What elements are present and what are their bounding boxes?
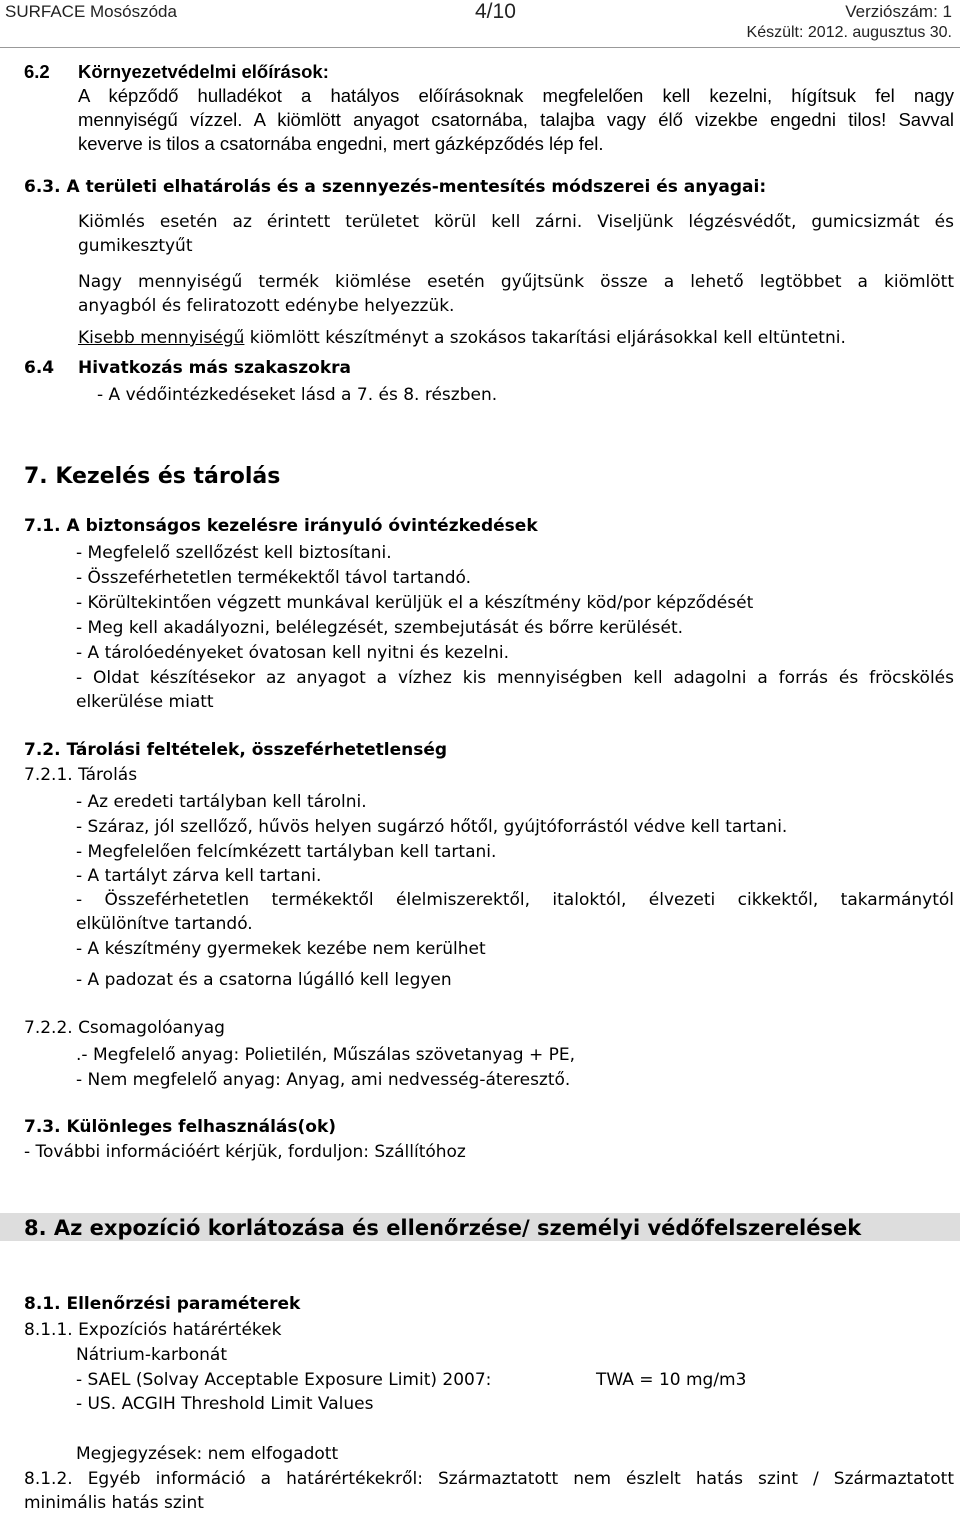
remarks: Megjegyzések: nem elfogadott (76, 1444, 339, 1464)
page-number: 4/10 (475, 0, 516, 23)
section-8-title: 8. Az expozíció korlátozása és ellenőrzése/ személyi védőfelszerelések (24, 1216, 862, 1240)
section-7-2-2-title: 7.2.2. Csomagolóanyag (24, 1018, 225, 1038)
section-6-2-text-line-3: keverve is tilos a csatornába engedni, mert gázképződés lép fel. (78, 133, 604, 154)
section-6-3-p2-line-1: Nagy mennyiségű termék kiömlése esetén gyűjtsünk össze a lehető legtöbbet a kiömlött (78, 272, 954, 292)
section-6-3-p3 (78, 326, 846, 350)
section-7-2-title: 7.2. Tárolási feltételek, összeférhetetlenség (24, 740, 448, 760)
section-7-2-1-item: - A padozat és a csatorna lúgálló kell legyen (76, 970, 452, 990)
section-6-2-text-line-1: A képződő hulladékot a hatályos előírásoknak megfelelően kell kezelni, hígítsuk fel nagy (78, 85, 954, 106)
section-7-2-1-item: - Az eredeti tartályban kell tárolni. (76, 792, 367, 812)
section-6-3-p1-line-1: Kiömlés esetén az érintett területet körül kell zárni. Viseljünk légzésvédőt, gumicsizmát és (78, 212, 954, 232)
underlined-phrase: Kisebb mennyiségű (78, 328, 245, 348)
acgih-label: - US. ACGIH Threshold Limit Values (76, 1394, 374, 1414)
section-7-2-2-item: - Nem megfelelő anyag: Anyag, ami nedvesség-áteresztő. (76, 1070, 571, 1090)
section-6-3-p1-line-2: gumikesztyűt (78, 236, 193, 256)
section-7-2-1-item: - Száraz, jól szellőző, hűvös helyen sugárzó hőtől, gyújtóforrástól védve kell tartani. (76, 817, 788, 837)
twa-value: TWA = 10 mg/m3 (596, 1370, 747, 1390)
section-7-2-1-title: 7.2.1. Tárolás (24, 765, 138, 785)
section-7-1-item: - Körültekintően végzett munkával kerüljük el a készítmény köd/por képződését (76, 593, 754, 613)
section-7-1-item: - Összeférhetetlen termékektől távol tartandó. (76, 568, 472, 588)
section-7-2-1-item: - A tartályt zárva kell tartani. (76, 866, 322, 886)
section-7-1-title: 7.1. A biztonságos kezelésre irányuló óvintézkedések (24, 516, 538, 536)
creation-date: Készült: 2012. augusztus 30. (746, 24, 952, 41)
section-7-2-1-item: - Megfelelően felcímkézett tartályban kell tartani. (76, 842, 497, 862)
section-7-1-item-continuation: elkerülése miatt (76, 692, 214, 712)
header-divider (0, 47, 960, 48)
substance-name: Nátrium-karbonát (76, 1345, 227, 1365)
section-8-1-title: 8.1. Ellenőrzési paraméterek (24, 1294, 301, 1314)
section-6-4-item: - A védőintézkedéseket lásd a 7. és 8. részben. (97, 385, 498, 405)
version-number: Verziószám: 1 (845, 2, 952, 21)
section-7-3-item: - További információért kérjük, forduljon: Szállítóhoz (24, 1142, 466, 1162)
section-7-3-title: 7.3. Különleges felhasználás(ok) (24, 1117, 337, 1137)
section-8-1-2-line-1: 8.1.2. Egyéb információ a határértékekről: Származtatott nem észlelt hatás szint / Származtatott (24, 1469, 954, 1489)
section-7-2-1-item: - Összeférhetetlen termékektől élelmiszerektől, italoktól, élvezeti cikkektől, takarmánytól (76, 890, 954, 910)
section-8-1-1-title: 8.1.1. Expozíciós határértékek (24, 1320, 282, 1340)
section-6-2-number: 6.2 (24, 61, 50, 82)
section-7-1-item: - Megfelelő szellőzést kell biztosítani. (76, 543, 392, 563)
section-6-2-title: Környezetvédelmi előírások: (78, 61, 329, 82)
section-7-2-2-item: .- Megfelelő anyag: Polietilén, Műszálas szövetanyag + PE, (76, 1045, 576, 1065)
section-6-3-title: 6.3. A területi elhatárolás és a szennyezés-mentesítés módszerei és anyagai: (24, 177, 767, 197)
section-7-1-item: - Oldat készítésekor az anyagot a vízhez kis mennyiségben kell adagolni a forrás és fröcskölés (76, 668, 954, 688)
section-6-3-p3-rest: kiömlött készítményt a szokásos takarítási eljárásokkal kell eltüntetni. (244, 328, 846, 348)
section-7-2-1-item: - A készítmény gyermekek kezébe nem kerülhet (76, 939, 486, 959)
section-6-4-title: Hivatkozás más szakaszokra (78, 358, 352, 378)
section-7-1-item: - A tárolóedényeket óvatosan kell nyitni és kezelni. (76, 643, 510, 663)
document-product-name: SURFACE Mosószóda (5, 2, 177, 21)
section-8-1-2-line-2: minimális hatás szint (24, 1493, 204, 1513)
section-6-2-text-line-2: mennyiségű vízzel. A kiömlött anyagot csatornába, talajba vagy élő vizekbe engedni tilos! Savval (78, 109, 954, 130)
section-6-3-p2-line-2: anyagból és feliratozott edénybe helyezzük. (78, 296, 455, 316)
section-6-4-number: 6.4 (24, 358, 55, 378)
section-7-2-1-item-continuation: elkülönítve tartandó. (76, 914, 253, 934)
section-7-title: 7. Kezelés és tárolás (24, 464, 281, 489)
section-7-1-item: - Meg kell akadályozni, belélegzését, szembejutását és bőrre kerülését. (76, 618, 684, 638)
sael-limit-label: - SAEL (Solvay Acceptable Exposure Limit) 2007: (76, 1370, 492, 1390)
